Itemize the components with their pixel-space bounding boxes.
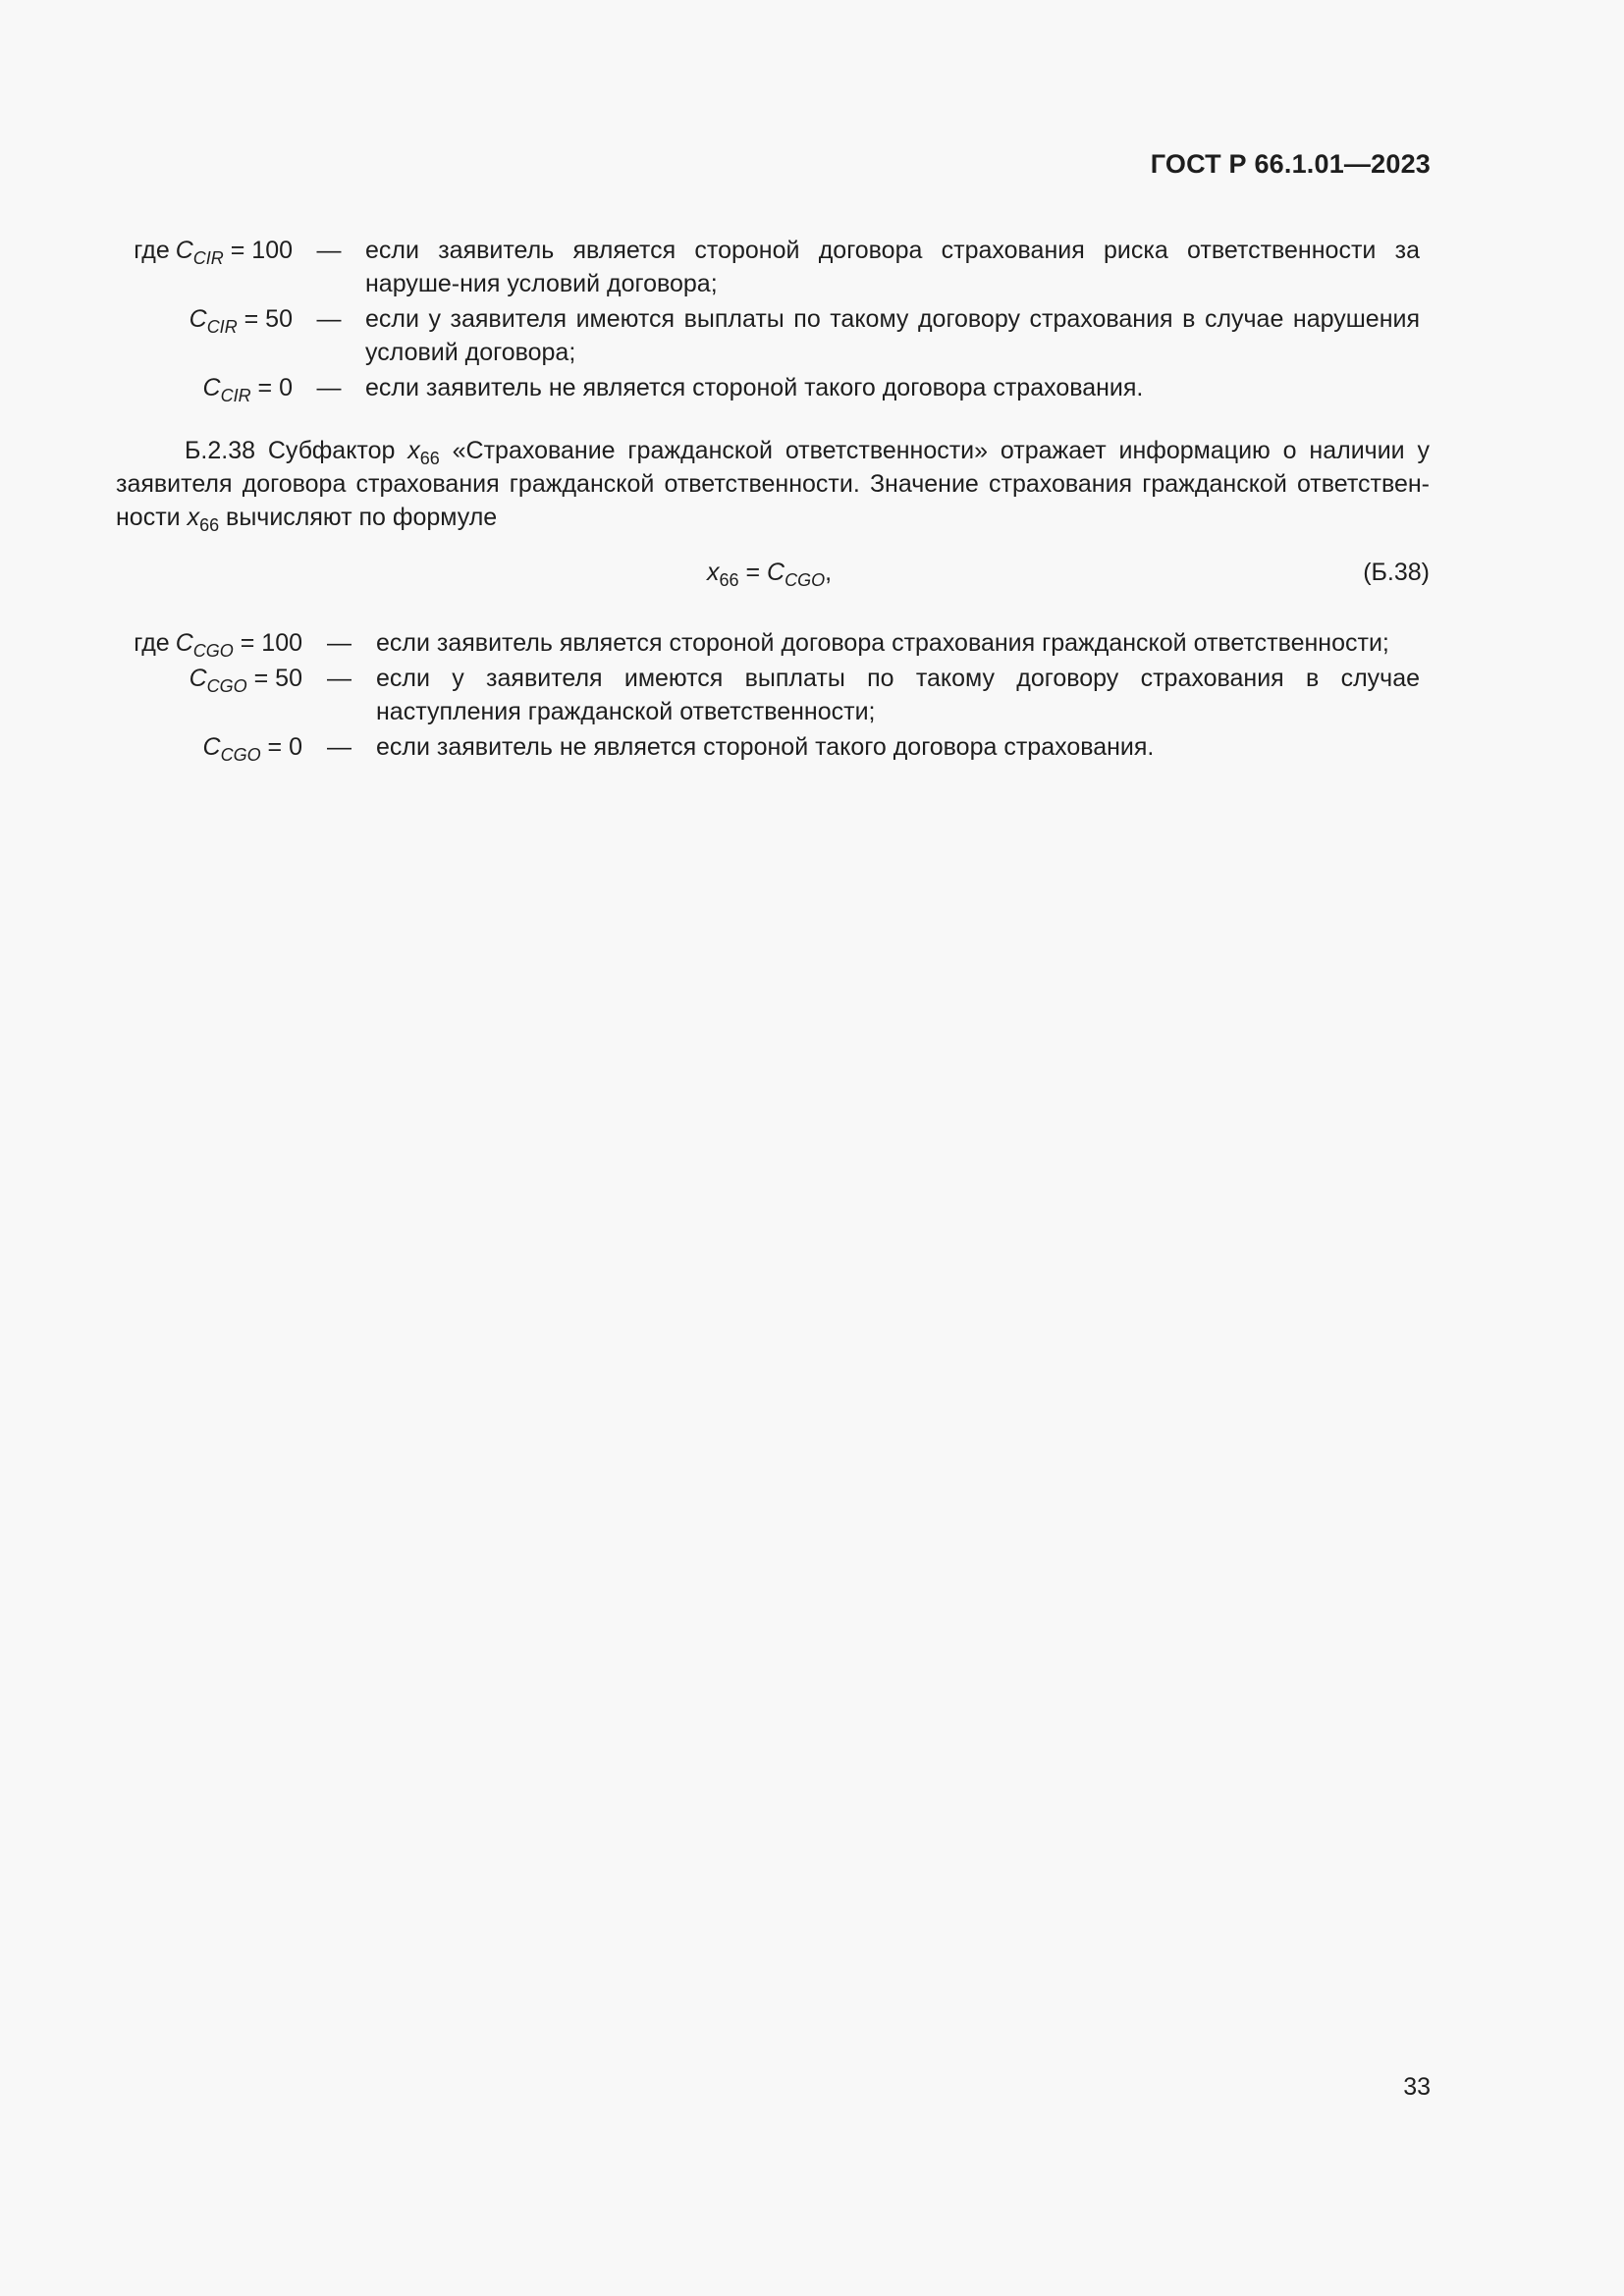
- paragraph-text: вычисляют по формуле: [219, 504, 498, 531]
- definition-value: = 0: [260, 733, 302, 761]
- symbol-subscript: CIR: [206, 317, 238, 337]
- definition-term: [116, 234, 293, 267]
- formula-equals: =: [738, 559, 768, 586]
- formula-lhs: x: [707, 559, 720, 586]
- paragraph-b-2-38: [116, 434, 1430, 534]
- page-number: 33: [1403, 2073, 1431, 2101]
- where-prefix: где: [134, 237, 170, 264]
- definition-row: [116, 730, 1420, 764]
- variable: x: [407, 437, 420, 464]
- symbol: C: [202, 733, 221, 761]
- formula-number: (Б.38): [1363, 559, 1430, 586]
- symbol-subscript: CIR: [220, 386, 251, 405]
- paragraph-text: Б.2.38 Субфактор: [185, 437, 408, 464]
- definition-text: если заявитель не является стороной такого договора страхования.: [365, 374, 1144, 401]
- definition-term: [116, 371, 293, 404]
- definition-row: [116, 626, 1420, 660]
- definition-text: если заявитель не является стороной такого договора страхования.: [376, 733, 1155, 761]
- paragraph-text: «Страхование гражданской ответственности» отражает информацию о наличии у заявителя договора страхования гражданской ответственности. Значение страхования гражданской ответствен-ности: [116, 437, 1430, 531]
- definition-row: [116, 234, 1420, 300]
- dash: —: [316, 237, 342, 264]
- symbol-subscript: CGO: [220, 745, 261, 765]
- definition-text: если заявитель является стороной договора страхования риска ответственности за наруше-ния условий договора;: [365, 237, 1420, 297]
- definition-text: если у заявителя имеются выплаты по такому договору страхования в случае нарушения условий договора;: [365, 305, 1420, 366]
- variable-subscript: 66: [199, 515, 220, 535]
- symbol: C: [202, 374, 221, 401]
- symbol: C: [175, 629, 193, 657]
- formula-comma: ,: [825, 559, 833, 586]
- definitions-list-cir: [116, 234, 1420, 406]
- symbol: C: [175, 237, 193, 264]
- definition-value: = 100: [223, 237, 293, 264]
- dash: —: [316, 374, 342, 401]
- symbol: C: [189, 665, 207, 692]
- definition-text: если заявитель является стороной договора страхования гражданской ответственности;: [376, 629, 1389, 657]
- document-header-code: ГОСТ Р 66.1.01—2023: [1150, 149, 1431, 179]
- symbol: C: [189, 305, 207, 333]
- symbol-subscript: CGO: [192, 641, 234, 661]
- definition-value: = 50: [246, 665, 302, 692]
- formula-lhs-subscript: 66: [719, 570, 739, 590]
- dash: —: [327, 665, 352, 692]
- formula-rhs: C: [767, 559, 785, 586]
- formula-rhs-subscript: CGO: [785, 570, 826, 590]
- definition-text: если у заявителя имеются выплаты по такому договору страхования в случае наступления гражданской ответственности;: [376, 665, 1420, 725]
- definition-value: = 0: [250, 374, 293, 401]
- formula-expression: [707, 556, 832, 589]
- symbol-subscript: CIR: [192, 248, 224, 268]
- definition-value: = 50: [237, 305, 293, 333]
- where-prefix: где: [134, 629, 170, 657]
- definition-row: [116, 371, 1420, 404]
- definition-term: [116, 626, 302, 660]
- dash: —: [327, 629, 352, 657]
- definition-term: [116, 302, 293, 336]
- variable-subscript: 66: [419, 449, 440, 468]
- variable: x: [187, 504, 200, 531]
- definition-term: [116, 730, 302, 764]
- definition-value: = 100: [233, 629, 302, 657]
- dash: —: [327, 733, 352, 761]
- dash: —: [316, 305, 342, 333]
- definition-row: [116, 302, 1420, 369]
- definition-row: [116, 662, 1420, 728]
- definition-term: [116, 662, 302, 695]
- symbol-subscript: CGO: [206, 676, 247, 696]
- definitions-list-cgo: [116, 626, 1420, 766]
